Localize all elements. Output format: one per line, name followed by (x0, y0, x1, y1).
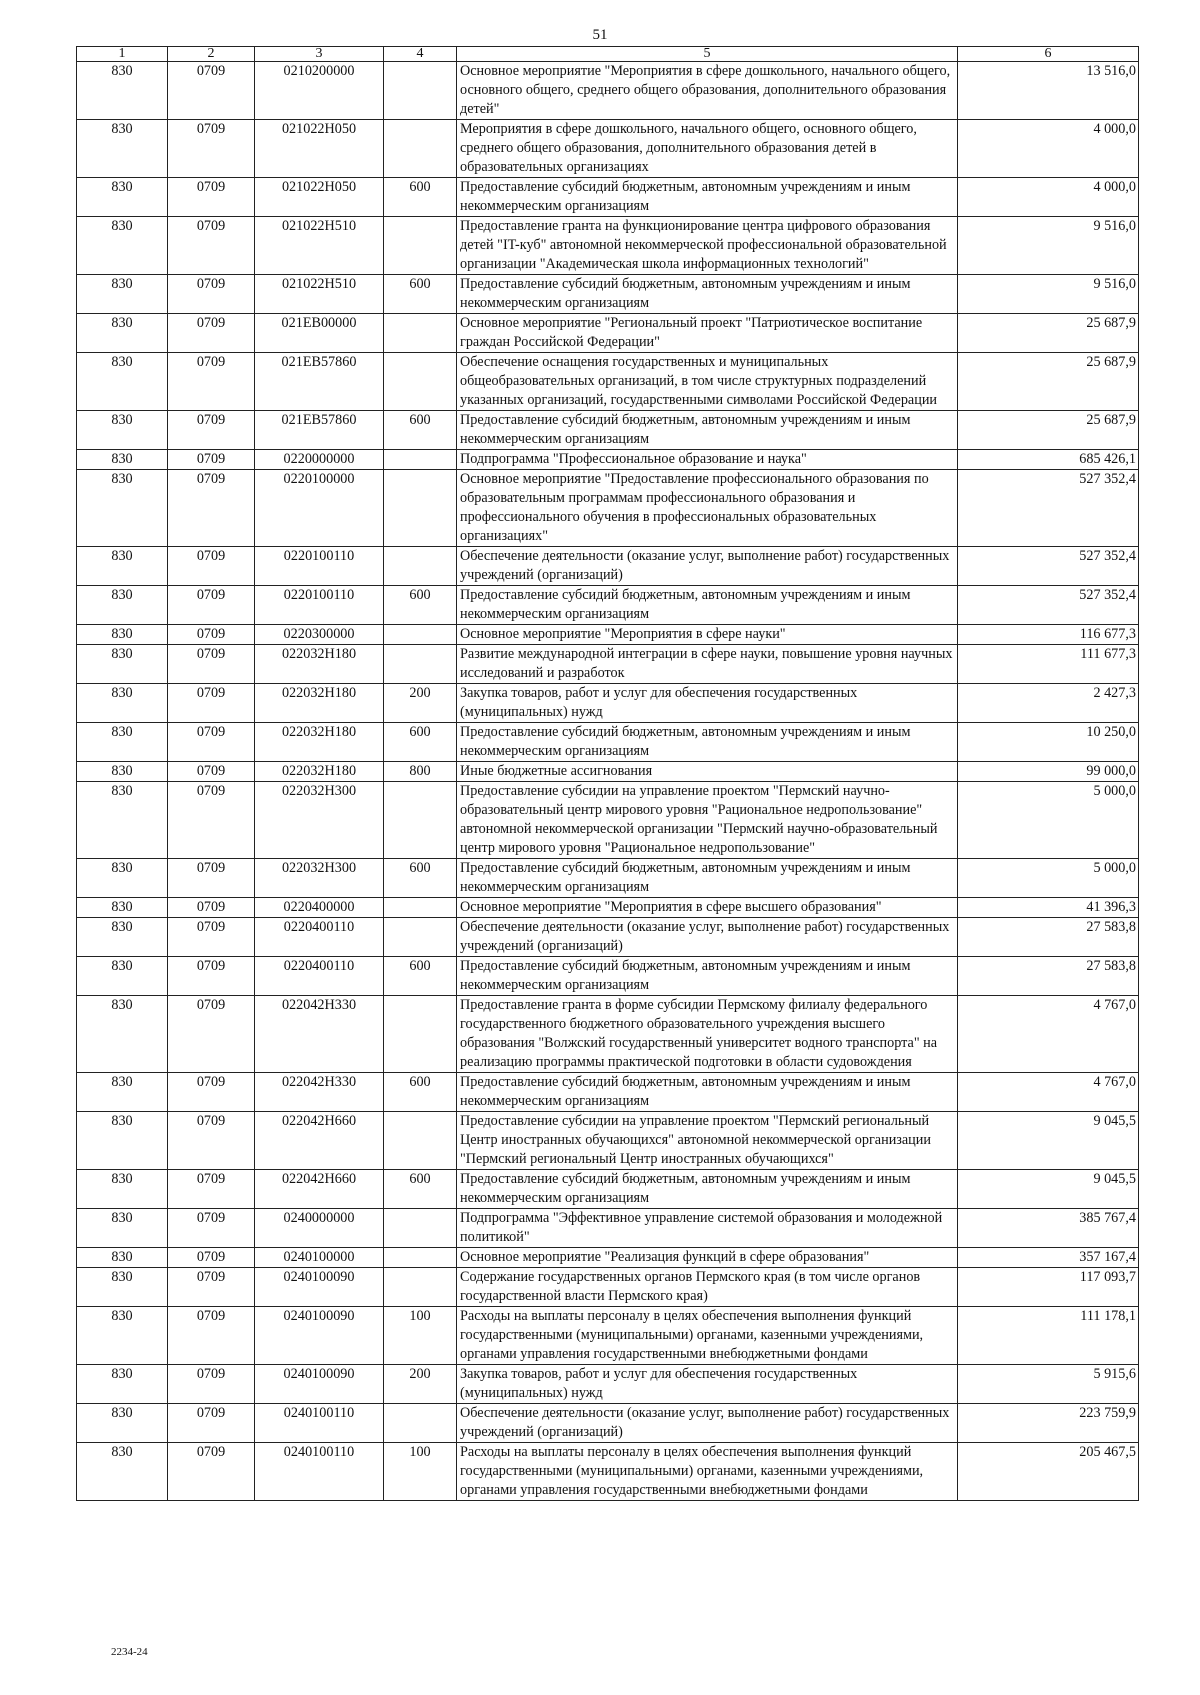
target-article-cell: 0220400110 (255, 918, 384, 957)
department-code-cell: 830 (77, 547, 168, 586)
target-article-cell: 021EB00000 (255, 314, 384, 353)
section-code-cell: 0709 (168, 1209, 255, 1248)
target-article-cell: 022032Н180 (255, 762, 384, 782)
department-code-cell: 830 (77, 782, 168, 859)
section-code-cell: 0709 (168, 957, 255, 996)
table-row (77, 1112, 1139, 1170)
amount-cell: 527 352,4 (958, 470, 1139, 547)
description-cell: Расходы на выплаты персоналу в целях обеспечения выполнения функций государственными (муниципальными) органами, казенными учреждениями, органами управления государственными внебюджетными фондами (457, 1443, 958, 1501)
section-code-cell: 0709 (168, 782, 255, 859)
description-cell: Мероприятия в сфере дошкольного, начального общего, основного общего, среднего общего образования, дополнительного образования детей в образовательных организациях (457, 120, 958, 178)
target-article-cell: 022032Н300 (255, 782, 384, 859)
section-code-cell: 0709 (168, 1443, 255, 1501)
column-header: 5 (457, 47, 958, 62)
table-row (77, 275, 1139, 314)
target-article-cell: 0220100000 (255, 470, 384, 547)
target-article-cell: 022032Н180 (255, 645, 384, 684)
section-code-cell: 0709 (168, 1170, 255, 1209)
target-article-cell: 022032Н180 (255, 684, 384, 723)
table-row (77, 859, 1139, 898)
table-row (77, 120, 1139, 178)
column-header: 3 (255, 47, 384, 62)
expense-type-cell (384, 782, 457, 859)
description-cell: Содержание государственных органов Пермского края (в том числе органов государственной власти Пермского края) (457, 1268, 958, 1307)
target-article-cell: 022032Н300 (255, 859, 384, 898)
section-code-cell: 0709 (168, 859, 255, 898)
section-code-cell: 0709 (168, 411, 255, 450)
column-header: 2 (168, 47, 255, 62)
table-row (77, 1248, 1139, 1268)
section-code-cell: 0709 (168, 547, 255, 586)
department-code-cell: 830 (77, 178, 168, 217)
department-code-cell: 830 (77, 898, 168, 918)
expense-type-cell (384, 470, 457, 547)
expense-type-cell (384, 314, 457, 353)
expense-type-cell: 200 (384, 1365, 457, 1404)
expense-type-cell (384, 996, 457, 1073)
budget-table (76, 46, 1139, 1501)
expense-type-cell (384, 625, 457, 645)
section-code-cell: 0709 (168, 1365, 255, 1404)
table-row (77, 178, 1139, 217)
target-article-cell: 0220400000 (255, 898, 384, 918)
description-cell: Предоставление субсидий бюджетным, автономным учреждениям и иным некоммерческим организациям (457, 411, 958, 450)
table-row (77, 1404, 1139, 1443)
table-row (77, 62, 1139, 120)
expense-type-cell: 600 (384, 411, 457, 450)
page-number: 51 (592, 27, 608, 43)
expense-type-cell (384, 918, 457, 957)
description-cell: Закупка товаров, работ и услуг для обеспечения государственных (муниципальных) нужд (457, 1365, 958, 1404)
target-article-cell: 0240100090 (255, 1365, 384, 1404)
expense-type-cell (384, 217, 457, 275)
expense-type-cell: 800 (384, 762, 457, 782)
table-row (77, 1365, 1139, 1404)
department-code-cell: 830 (77, 1112, 168, 1170)
description-cell: Предоставление гранта на функционирование центра цифрового образования детей "IT-куб" автономной некоммерческой профессиональной образовательной организации "Академическая школа информационных технологий" (457, 217, 958, 275)
target-article-cell: 0240100110 (255, 1443, 384, 1501)
section-code-cell: 0709 (168, 1073, 255, 1112)
description-cell: Основное мероприятие "Мероприятия в сфере высшего образования" (457, 898, 958, 918)
section-code-cell: 0709 (168, 918, 255, 957)
amount-cell: 4 000,0 (958, 178, 1139, 217)
expense-type-cell: 600 (384, 1073, 457, 1112)
description-cell: Предоставление субсидий бюджетным, автономным учреждениям и иным некоммерческим организациям (457, 275, 958, 314)
amount-cell: 5 000,0 (958, 782, 1139, 859)
department-code-cell: 830 (77, 275, 168, 314)
target-article-cell: 021022Н050 (255, 120, 384, 178)
description-cell: Предоставление субсидии на управление проектом "Пермский региональный Центр иностранных обучающихся" автономной некоммерческой организации "Пермский региональный Центр иностранных обучающихся" (457, 1112, 958, 1170)
section-code-cell: 0709 (168, 645, 255, 684)
amount-cell: 116 677,3 (958, 625, 1139, 645)
target-article-cell: 022042Н330 (255, 1073, 384, 1112)
column-header: 6 (958, 47, 1139, 62)
table-row (77, 1268, 1139, 1307)
department-code-cell: 830 (77, 450, 168, 470)
header-row (77, 47, 1139, 62)
description-cell: Предоставление субсидий бюджетным, автономным учреждениям и иным некоммерческим организациям (457, 723, 958, 762)
department-code-cell: 830 (77, 120, 168, 178)
table-row (77, 898, 1139, 918)
table-row (77, 918, 1139, 957)
table-row (77, 1307, 1139, 1365)
section-code-cell: 0709 (168, 1307, 255, 1365)
description-cell: Подпрограмма "Профессиональное образование и наука" (457, 450, 958, 470)
amount-cell: 111 677,3 (958, 645, 1139, 684)
section-code-cell: 0709 (168, 1268, 255, 1307)
target-article-cell: 0240000000 (255, 1209, 384, 1248)
expense-type-cell (384, 62, 457, 120)
amount-cell: 5 000,0 (958, 859, 1139, 898)
expense-type-cell: 600 (384, 586, 457, 625)
amount-cell: 9 516,0 (958, 217, 1139, 275)
department-code-cell: 830 (77, 1404, 168, 1443)
table-row (77, 314, 1139, 353)
target-article-cell: 0240100090 (255, 1307, 384, 1365)
table-row (77, 470, 1139, 547)
table-row (77, 762, 1139, 782)
amount-cell: 9 516,0 (958, 275, 1139, 314)
target-article-cell: 022042Н660 (255, 1112, 384, 1170)
expense-type-cell (384, 1268, 457, 1307)
table-row (77, 353, 1139, 411)
amount-cell: 25 687,9 (958, 411, 1139, 450)
section-code-cell: 0709 (168, 684, 255, 723)
expense-type-cell (384, 120, 457, 178)
expense-type-cell: 600 (384, 723, 457, 762)
target-article-cell: 0220100110 (255, 586, 384, 625)
expense-type-cell: 600 (384, 859, 457, 898)
amount-cell: 111 178,1 (958, 1307, 1139, 1365)
description-cell: Основное мероприятие "Мероприятия в сфере науки" (457, 625, 958, 645)
description-cell: Развитие международной интеграции в сфере науки, повышение уровня научных исследований и разработок (457, 645, 958, 684)
section-code-cell: 0709 (168, 1404, 255, 1443)
target-article-cell: 022042Н330 (255, 996, 384, 1073)
description-cell: Подпрограмма "Эффективное управление системой образования и молодежной политикой" (457, 1209, 958, 1248)
amount-cell: 5 915,6 (958, 1365, 1139, 1404)
section-code-cell: 0709 (168, 762, 255, 782)
document-code: 2234-24 (111, 1646, 148, 1658)
amount-cell: 527 352,4 (958, 586, 1139, 625)
target-article-cell: 0240100000 (255, 1248, 384, 1268)
department-code-cell: 830 (77, 625, 168, 645)
table-row (77, 1209, 1139, 1248)
amount-cell: 357 167,4 (958, 1248, 1139, 1268)
amount-cell: 99 000,0 (958, 762, 1139, 782)
expense-type-cell: 100 (384, 1307, 457, 1365)
description-cell: Иные бюджетные ассигнования (457, 762, 958, 782)
description-cell: Обеспечение деятельности (оказание услуг, выполнение работ) государственных учреждений (организаций) (457, 918, 958, 957)
section-code-cell: 0709 (168, 217, 255, 275)
table-row (77, 217, 1139, 275)
description-cell: Предоставление субсидии на управление проектом "Пермский научно-образовательный центр мирового уровня "Рациональное недропользование" автономной некоммерческой организации "Пермский научно-образовательный центр мирового уровня "Рациональное недропользование" (457, 782, 958, 859)
target-article-cell: 0210200000 (255, 62, 384, 120)
section-code-cell: 0709 (168, 898, 255, 918)
target-article-cell: 0220000000 (255, 450, 384, 470)
description-cell: Основное мероприятие "Предоставление профессионального образования по образовательным программам профессионального образования и профессионального обучения в профессиональных образовательных организациях" (457, 470, 958, 547)
table-row (77, 645, 1139, 684)
section-code-cell: 0709 (168, 470, 255, 547)
target-article-cell: 0240100090 (255, 1268, 384, 1307)
table-row (77, 957, 1139, 996)
section-code-cell: 0709 (168, 275, 255, 314)
target-article-cell: 0240100110 (255, 1404, 384, 1443)
department-code-cell: 830 (77, 1268, 168, 1307)
target-article-cell: 0220400110 (255, 957, 384, 996)
expense-type-cell (384, 1209, 457, 1248)
table-row (77, 996, 1139, 1073)
table-body (77, 62, 1139, 1501)
department-code-cell: 830 (77, 645, 168, 684)
amount-cell: 2 427,3 (958, 684, 1139, 723)
expense-type-cell: 100 (384, 1443, 457, 1501)
amount-cell: 27 583,8 (958, 957, 1139, 996)
amount-cell: 527 352,4 (958, 547, 1139, 586)
column-header: 1 (77, 47, 168, 62)
expense-type-cell: 600 (384, 1170, 457, 1209)
section-code-cell: 0709 (168, 1248, 255, 1268)
table-row (77, 450, 1139, 470)
amount-cell: 13 516,0 (958, 62, 1139, 120)
description-cell: Предоставление субсидий бюджетным, автономным учреждениям и иным некоммерческим организациям (457, 859, 958, 898)
expense-type-cell (384, 898, 457, 918)
description-cell: Закупка товаров, работ и услуг для обеспечения государственных (муниципальных) нужд (457, 684, 958, 723)
target-article-cell: 0220100110 (255, 547, 384, 586)
column-header: 4 (384, 47, 457, 62)
amount-cell: 41 396,3 (958, 898, 1139, 918)
expense-type-cell (384, 645, 457, 684)
section-code-cell: 0709 (168, 1112, 255, 1170)
table-row (77, 411, 1139, 450)
department-code-cell: 830 (77, 957, 168, 996)
section-code-cell: 0709 (168, 178, 255, 217)
department-code-cell: 830 (77, 1365, 168, 1404)
amount-cell: 4 000,0 (958, 120, 1139, 178)
table-row (77, 782, 1139, 859)
table-row (77, 1443, 1139, 1501)
table-row (77, 547, 1139, 586)
department-code-cell: 830 (77, 470, 168, 547)
table-row (77, 586, 1139, 625)
description-cell: Предоставление субсидий бюджетным, автономным учреждениям и иным некоммерческим организациям (457, 586, 958, 625)
target-article-cell: 022032Н180 (255, 723, 384, 762)
expense-type-cell (384, 450, 457, 470)
target-article-cell: 021022Н510 (255, 217, 384, 275)
department-code-cell: 830 (77, 314, 168, 353)
expense-type-cell: 600 (384, 957, 457, 996)
description-cell: Расходы на выплаты персоналу в целях обеспечения выполнения функций государственными (муниципальными) органами, казенными учреждениями, органами управления государственными внебюджетными фондами (457, 1307, 958, 1365)
section-code-cell: 0709 (168, 625, 255, 645)
amount-cell: 9 045,5 (958, 1112, 1139, 1170)
description-cell: Предоставление субсидий бюджетным, автономным учреждениям и иным некоммерческим организациям (457, 1170, 958, 1209)
amount-cell: 117 093,7 (958, 1268, 1139, 1307)
section-code-cell: 0709 (168, 450, 255, 470)
table-row (77, 625, 1139, 645)
section-code-cell: 0709 (168, 314, 255, 353)
description-cell: Основное мероприятие "Реализация функций в сфере образования" (457, 1248, 958, 1268)
target-article-cell: 021EB57860 (255, 411, 384, 450)
description-cell: Предоставление субсидий бюджетным, автономным учреждениям и иным некоммерческим организациям (457, 957, 958, 996)
section-code-cell: 0709 (168, 120, 255, 178)
target-article-cell: 022042Н660 (255, 1170, 384, 1209)
department-code-cell: 830 (77, 723, 168, 762)
target-article-cell: 021022Н050 (255, 178, 384, 217)
table-row (77, 1073, 1139, 1112)
department-code-cell: 830 (77, 996, 168, 1073)
description-cell: Основное мероприятие "Региональный проект "Патриотическое воспитание граждан Российской Федерации" (457, 314, 958, 353)
description-cell: Предоставление субсидий бюджетным, автономным учреждениям и иным некоммерческим организациям (457, 1073, 958, 1112)
target-article-cell: 0220300000 (255, 625, 384, 645)
amount-cell: 9 045,5 (958, 1170, 1139, 1209)
department-code-cell: 830 (77, 859, 168, 898)
amount-cell: 385 767,4 (958, 1209, 1139, 1248)
department-code-cell: 830 (77, 762, 168, 782)
amount-cell: 4 767,0 (958, 996, 1139, 1073)
section-code-cell: 0709 (168, 353, 255, 411)
expense-type-cell: 600 (384, 178, 457, 217)
amount-cell: 25 687,9 (958, 353, 1139, 411)
department-code-cell: 830 (77, 353, 168, 411)
description-cell: Основное мероприятие "Мероприятия в сфере дошкольного, начального общего, основного общего, среднего общего образования, дополнительного образования детей" (457, 62, 958, 120)
department-code-cell: 830 (77, 1307, 168, 1365)
expense-type-cell (384, 1112, 457, 1170)
table-row (77, 684, 1139, 723)
description-cell: Обеспечение деятельности (оказание услуг, выполнение работ) государственных учреждений (организаций) (457, 1404, 958, 1443)
description-cell: Обеспечение оснащения государственных и муниципальных общеобразовательных организаций, в том числе структурных подразделений указанных организаций, государственными символами Российской Федерации (457, 353, 958, 411)
target-article-cell: 021022Н510 (255, 275, 384, 314)
section-code-cell: 0709 (168, 62, 255, 120)
department-code-cell: 830 (77, 62, 168, 120)
expense-type-cell (384, 547, 457, 586)
table-row (77, 723, 1139, 762)
section-code-cell: 0709 (168, 996, 255, 1073)
department-code-cell: 830 (77, 1209, 168, 1248)
amount-cell: 4 767,0 (958, 1073, 1139, 1112)
amount-cell: 205 467,5 (958, 1443, 1139, 1501)
section-code-cell: 0709 (168, 586, 255, 625)
department-code-cell: 830 (77, 918, 168, 957)
expense-type-cell: 200 (384, 684, 457, 723)
department-code-cell: 830 (77, 684, 168, 723)
department-code-cell: 830 (77, 1248, 168, 1268)
department-code-cell: 830 (77, 217, 168, 275)
amount-cell: 10 250,0 (958, 723, 1139, 762)
expense-type-cell (384, 1404, 457, 1443)
department-code-cell: 830 (77, 1443, 168, 1501)
amount-cell: 27 583,8 (958, 918, 1139, 957)
section-code-cell: 0709 (168, 723, 255, 762)
department-code-cell: 830 (77, 1170, 168, 1209)
department-code-cell: 830 (77, 411, 168, 450)
department-code-cell: 830 (77, 1073, 168, 1112)
amount-cell: 25 687,9 (958, 314, 1139, 353)
expense-type-cell (384, 1248, 457, 1268)
expense-type-cell (384, 353, 457, 411)
target-article-cell: 021EB57860 (255, 353, 384, 411)
table-row (77, 1170, 1139, 1209)
description-cell: Предоставление субсидий бюджетным, автономным учреждениям и иным некоммерческим организациям (457, 178, 958, 217)
amount-cell: 223 759,9 (958, 1404, 1139, 1443)
department-code-cell: 830 (77, 586, 168, 625)
description-cell: Предоставление гранта в форме субсидии Пермскому филиалу федерального государственного бюджетного образовательного учреждения высшего образования "Волжский государственный университет водного транспорта" на реализацию программы практической подготовки в области судовождения (457, 996, 958, 1073)
amount-cell: 685 426,1 (958, 450, 1139, 470)
expense-type-cell: 600 (384, 275, 457, 314)
description-cell: Обеспечение деятельности (оказание услуг, выполнение работ) государственных учреждений (организаций) (457, 547, 958, 586)
